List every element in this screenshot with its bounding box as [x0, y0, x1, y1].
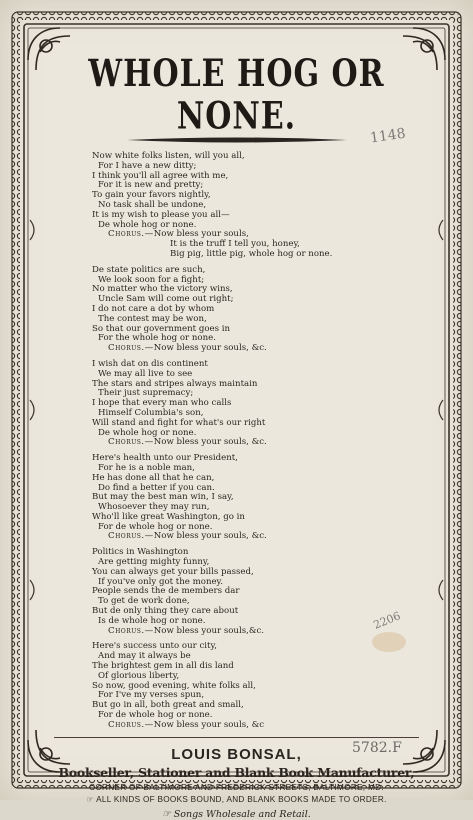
handwritten-number-top: 1148 — [369, 125, 407, 147]
lyric-line: Of glorious liberty, — [98, 670, 180, 681]
chorus-text: Now bless your souls, &c. — [153, 343, 267, 354]
lyric-line: No matter who the victory wins, — [92, 284, 233, 295]
chorus-text: Now bless your souls,&c. — [153, 625, 265, 636]
lyric-line: The contest may be won, — [98, 313, 207, 324]
lyric-line: Here's success unto our city, — [92, 641, 217, 652]
lyric-line: Uncle Sam will come out right; — [98, 294, 234, 305]
lyric-line: For de whole hog or none. — [98, 710, 213, 721]
lyric-line: Whosoever they may run, — [98, 502, 210, 513]
lyric-line: It is my wish to please you all— — [92, 209, 230, 220]
lyric-line: Their just supremacy; — [98, 388, 194, 399]
chorus-text: Now bless your souls, &c. — [153, 437, 267, 448]
lyric-line: But go in all, both great and small, — [92, 700, 244, 711]
publisher-books-note: ☞ ALL KINDS OF BOOKS BOUND, AND BLANK BOOKS MADE TO ORDER. — [86, 794, 387, 804]
song-lyrics — [92, 152, 429, 731]
chorus-line — [92, 721, 429, 731]
lyric-line: Now white folks listen, will you all, — [92, 151, 245, 161]
lyric-line: Will stand and fight for what's our right — [92, 417, 266, 428]
lyric-line: Do find a better if you can. — [98, 482, 215, 493]
lyric-line: But de only thing they care about — [92, 606, 239, 617]
lyric-line: De state politics are such, — [92, 264, 206, 275]
publisher-description: Bookseller, Stationer and Blank Book Manufacturer, — [58, 764, 415, 780]
lyric-line: People sends the de members dar — [92, 586, 240, 597]
handwritten-number-bottom: 5782.F — [352, 740, 402, 756]
lyric-line: Himself Columbia's son, — [98, 407, 204, 418]
lyric-line: No task shall be undone, — [98, 199, 207, 210]
lyric-line: For it is new and pretty; — [98, 180, 204, 191]
chorus-label: Chorus.— — [108, 437, 154, 448]
lyric-line: But may the best man win, I say, — [92, 492, 234, 503]
stanza — [92, 152, 429, 260]
lyric-line: If you've only got the money. — [98, 576, 224, 587]
publisher-address: CORNER OF BALTIMORE AND FREDERICK STREETS, BALTIMORE, MD. — [89, 782, 384, 792]
lyric-line: I hope that every man who calls — [92, 398, 232, 409]
lyric-line: I think you'll all agree with me, — [92, 170, 229, 181]
stanza — [92, 360, 429, 448]
broadside-content — [44, 44, 429, 820]
chorus-text: Now bless your souls, &c. — [153, 531, 267, 542]
chorus-label: Chorus.— — [108, 625, 154, 636]
lyric-line: For de whole hog or none. — [98, 521, 213, 532]
stanza — [92, 642, 429, 730]
chorus-lyric-line: Big pig, little pig, whole hog or none. — [170, 248, 333, 259]
lyric-line: I do not care a dot by whom — [92, 303, 215, 314]
lyric-line: Who'll like great Washington, go in — [92, 511, 245, 522]
chorus-line — [92, 344, 429, 354]
chorus-text: Now bless your souls, — [153, 229, 249, 240]
publisher-name: LOUIS BONSAL, — [171, 745, 302, 763]
chorus-label: Chorus.— — [108, 229, 154, 240]
lyric-line: For I've my verses spun, — [98, 690, 205, 701]
lyric-line: De whole hog or none. — [98, 427, 197, 438]
lyric-line: For I have a new ditty; — [98, 160, 197, 171]
lyric-line: To get de work done, — [98, 596, 190, 607]
chorus-lyric-line: It is the truff I tell you, honey, — [170, 239, 300, 250]
handwritten-number-middle: 2206 — [371, 609, 403, 632]
lyric-line: The stars and stripes always maintain — [92, 378, 258, 389]
lyric-line: I wish dat on dis continent — [92, 358, 208, 369]
publisher-songs-note: ☞ Songs Wholesale and Retail. — [162, 808, 311, 820]
lyric-line: He has done all that he can, — [92, 472, 215, 483]
chorus-line — [92, 532, 429, 542]
lyric-line: For he is a noble man, — [98, 462, 195, 473]
publisher-imprint — [44, 746, 429, 820]
stanza — [92, 266, 429, 354]
lyric-line: You can always get your bills passed, — [92, 566, 254, 577]
lyric-line: So that our government goes in — [92, 323, 231, 334]
lyric-line: Is de whole hog or none. — [98, 615, 206, 626]
lyric-line: Politics in Washington — [92, 547, 189, 558]
lyric-line: And may it always be — [98, 651, 191, 662]
lyric-line: De whole hog or none. — [98, 219, 197, 230]
lyric-line: The brightest gem in all dis land — [92, 661, 234, 672]
footer-divider — [54, 737, 419, 738]
chorus-label: Chorus.— — [108, 719, 154, 730]
lyric-line: We may all live to see — [98, 368, 193, 379]
chorus-line — [92, 438, 429, 448]
lyric-line: Here's health unto our President, — [92, 453, 238, 464]
chorus-text: Now bless your souls, &c — [153, 719, 265, 730]
stanza — [92, 454, 429, 542]
lyric-line: For the whole hog or none. — [98, 333, 216, 344]
chorus-label: Chorus.— — [108, 531, 154, 542]
lyric-line: We look soon for a fight; — [98, 274, 205, 285]
lyric-line: So now, good evening, white folks all, — [92, 680, 256, 691]
song-title: WHOLE HOG OR NONE. — [88, 52, 385, 139]
lyric-line: Are getting mighty funny, — [98, 557, 210, 568]
lyric-line: To gain your favors nightly, — [92, 190, 211, 201]
chorus-label: Chorus.— — [108, 343, 154, 354]
